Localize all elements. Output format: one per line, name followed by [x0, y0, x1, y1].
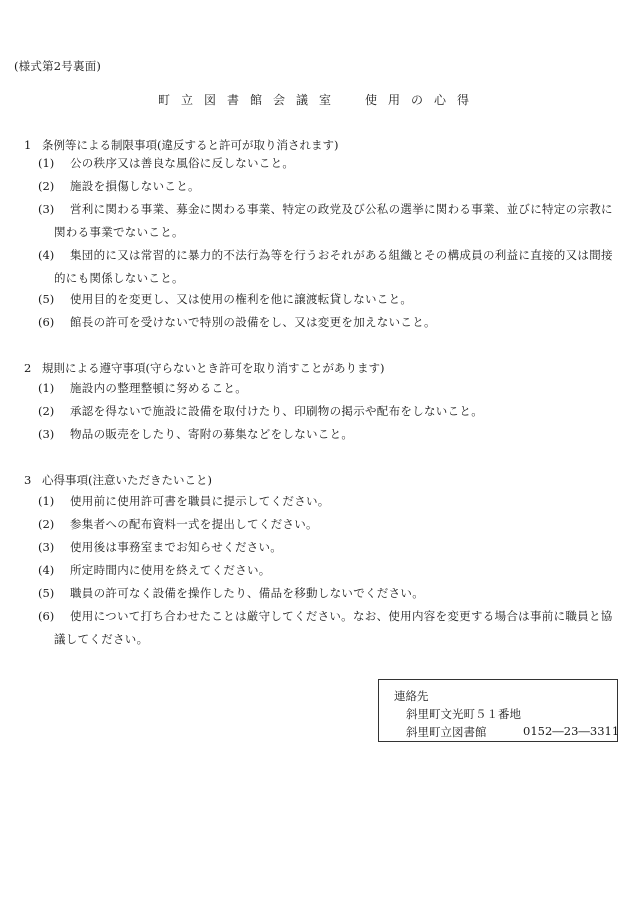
- list-item: [38, 152, 622, 175]
- item-number: (5): [38, 586, 55, 600]
- list-item: [38, 288, 622, 311]
- section-heading-text: 規則による遵守事項(守らないとき許可を取り消すことがあります): [42, 361, 385, 375]
- item-text: 職員の許可なく設備を操作したり、備品を移動しないでください。: [70, 586, 424, 600]
- item-text: 使用前に使用許可書を職員に提示してください。: [70, 494, 330, 508]
- section-heading-text: 条例等による制限事項(違反すると許可が取り消されます): [42, 138, 339, 152]
- item-text: 施設を損傷しないこと。: [70, 179, 200, 193]
- item-number: (4): [38, 248, 55, 262]
- item-text: 館長の許可を受けないで特別の設備をし、又は変更を加えないこと。: [70, 315, 436, 329]
- contact-box: [378, 679, 618, 742]
- item-text: 使用後は事務室までお知らせください。: [70, 540, 283, 554]
- item-number: (3): [38, 540, 55, 554]
- contact-library-name: 斜里町立図書館: [406, 725, 487, 739]
- item-number: (1): [38, 381, 55, 395]
- list-item: [38, 198, 622, 244]
- item-text: 施設内の整理整頓に努めること。: [70, 381, 247, 395]
- item-number: (6): [38, 609, 55, 623]
- list-item: [38, 605, 622, 651]
- item-number: (1): [38, 494, 55, 508]
- section-1-heading: [24, 137, 338, 153]
- section-3-heading: [24, 472, 212, 488]
- section-2-heading: [24, 360, 384, 376]
- form-label: (様式第2号裏面): [14, 59, 102, 73]
- item-text: 承認を得ないで施設に設備を取付けたり、印刷物の掲示や配布をしないこと。: [70, 404, 483, 418]
- contact-title: 連絡先: [394, 689, 429, 703]
- list-item: [38, 244, 622, 290]
- item-text: 使用について打ち合わせたことは厳守してください。なお、使用内容を変更する場合は事前に職員と協議してください。: [54, 609, 613, 646]
- item-number: (2): [38, 517, 55, 531]
- document-title: 町立図書館会議室 使用の心得: [157, 93, 480, 107]
- item-number: (6): [38, 315, 55, 329]
- list-item: [38, 582, 622, 605]
- item-number: (3): [38, 202, 55, 216]
- item-number: (3): [38, 427, 55, 441]
- section-number: 1: [24, 138, 32, 152]
- list-item: [38, 559, 622, 582]
- item-number: (4): [38, 563, 55, 577]
- section-number: 3: [24, 473, 32, 487]
- list-item: [38, 311, 622, 334]
- list-item: [38, 490, 622, 513]
- list-item: [38, 377, 622, 400]
- item-text: 公の秩序又は善良な風俗に反しないこと。: [70, 156, 295, 170]
- item-number: (5): [38, 292, 55, 306]
- item-text: 参集者への配布資料一式を提出してください。: [70, 517, 318, 531]
- item-text: 物品の販売をしたり、寄附の募集などをしないこと。: [70, 427, 354, 441]
- contact-phone: 0152―23―3311: [523, 724, 620, 738]
- list-item: [38, 513, 622, 536]
- item-number: (2): [38, 404, 55, 418]
- contact-address: 斜里町文光町５１番地: [406, 707, 521, 721]
- item-text: 所定時間内に使用を終えてください。: [70, 563, 271, 577]
- section-heading-text: 心得事項(注意いただきたいこと): [42, 473, 212, 487]
- list-item: [38, 423, 622, 446]
- section-number: 2: [24, 361, 32, 375]
- item-text: 集団的に又は常習的に暴力的不法行為等を行うおそれがある組織とその構成員の利益に直接的又は間接的にも関係しないこと。: [54, 248, 613, 285]
- item-number: (2): [38, 179, 55, 193]
- list-item: [38, 536, 622, 559]
- list-item: [38, 400, 622, 423]
- item-number: (1): [38, 156, 55, 170]
- item-text: 使用目的を変更し、又は使用の権利を他に譲渡転貸しないこと。: [70, 292, 413, 306]
- list-item: [38, 175, 622, 198]
- item-text: 営利に関わる事業、募金に関わる事業、特定の政党及び公私の選挙に関わる事業、並びに特定の宗教に関わる事業でないこと。: [54, 202, 613, 239]
